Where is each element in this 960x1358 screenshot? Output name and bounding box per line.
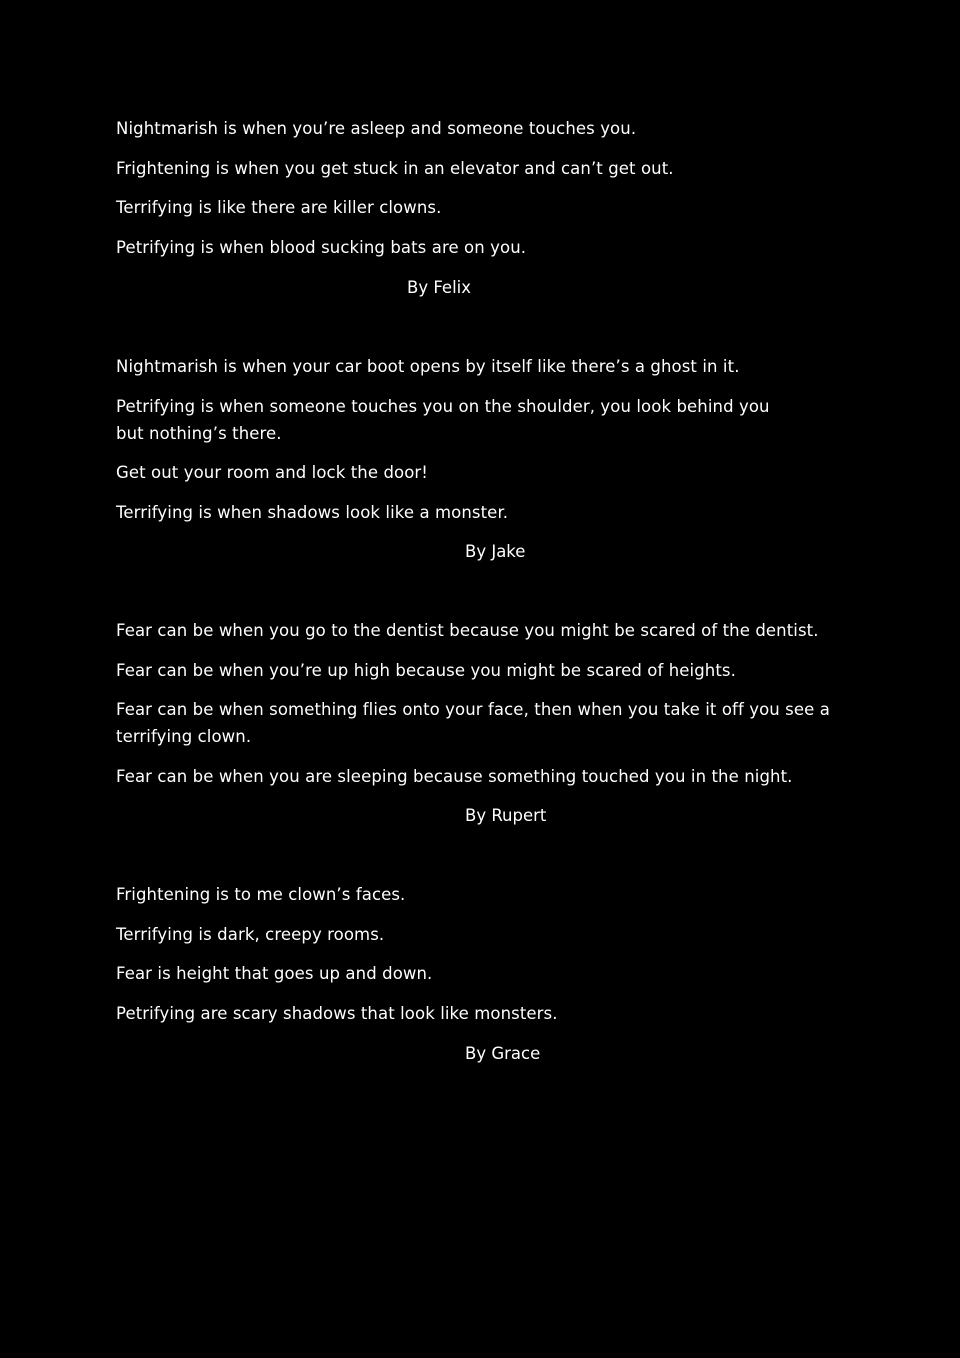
poem-author: By Jake: [465, 542, 526, 561]
poem-line: Frightening is when you get stuck in an elevator and can’t get out.: [116, 158, 674, 178]
poem-line: Fear can be when something flies onto your face, then when you take it off you see a terrifying clown.: [116, 700, 830, 746]
poem-line: Petrifying is when someone touches you on the shoulder, you look behind you but nothing’s there.: [116, 396, 770, 443]
poem-jake: [116, 353, 836, 526]
poem-author: By Felix: [407, 278, 472, 297]
poem-line: Petrifying is when blood sucking bats are on you.: [116, 237, 527, 257]
poem-author: By Grace: [465, 1044, 541, 1063]
poem-grace: [116, 881, 836, 1027]
poem-rupert: [116, 617, 836, 790]
poem-line: Petrifying are scary shadows that look like monsters.: [116, 1003, 558, 1023]
poem-line: Fear can be when you are sleeping because something touched you in the night.: [116, 766, 793, 786]
poem-line: Nightmarish is when your car boot opens by itself like there’s a ghost in it.: [116, 357, 740, 376]
poem-line: Terrifying is dark, creepy rooms.: [116, 924, 385, 944]
poem-line: Fear is height that goes up and down.: [116, 964, 433, 983]
poem-author: By Rupert: [465, 806, 547, 825]
poem-felix: [116, 115, 836, 261]
poem-line: Terrifying is like there are killer clowns.: [116, 198, 442, 217]
poem-line: Nightmarish is when you’re asleep and someone touches you.: [116, 119, 637, 138]
poem-line: Frightening is to me clown’s faces.: [116, 885, 406, 904]
poem-line: Get out your room and lock the door!: [116, 463, 429, 482]
poem-line: Fear can be when you’re up high because you might be scared of heights.: [116, 660, 736, 680]
poem-line: Terrifying is when shadows look like a monster.: [116, 502, 509, 522]
poem-line: Fear can be when you go to the dentist because you might be scared of the dentist.: [116, 621, 819, 640]
